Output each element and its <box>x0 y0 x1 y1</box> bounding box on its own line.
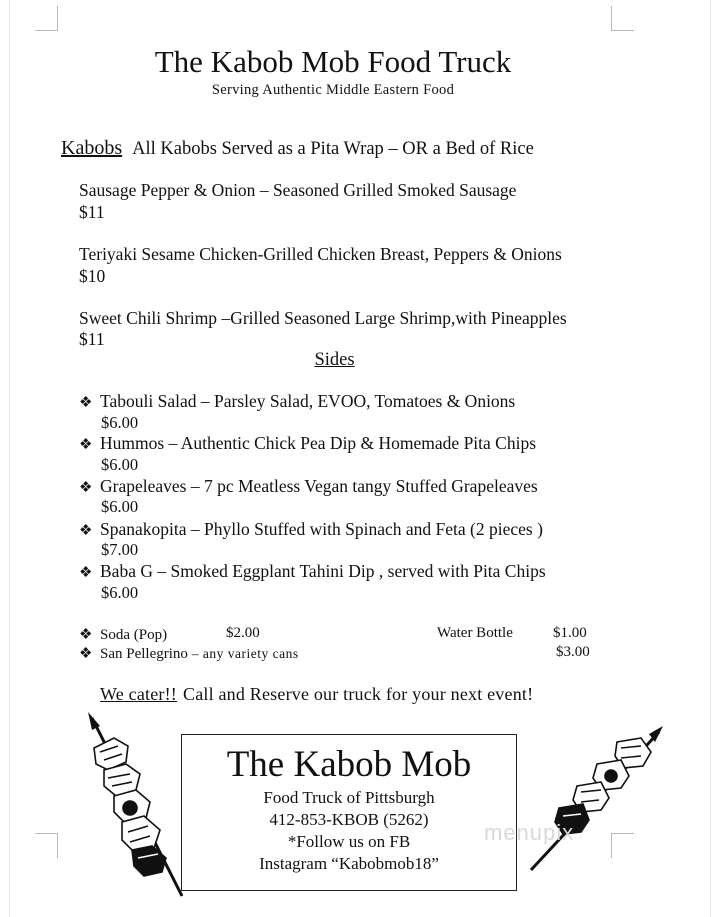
side-name: Baba G <box>100 561 153 581</box>
box-tagline: Food Truck of Pittsburgh <box>263 788 435 807</box>
side-description: – Authentic Chick Pea Dip & Homemade Pita Chips <box>164 433 537 453</box>
drink-price: $2.00 <box>226 625 260 641</box>
box-facebook: *Follow us on FB <box>287 832 411 851</box>
item-price: $10 <box>79 266 106 286</box>
drink-price: $3.00 <box>556 644 590 660</box>
drink-name: Water Bottle <box>437 625 513 641</box>
sides-heading: Sides <box>314 350 355 370</box>
box-phone: 412-853-KBOB (5262) <box>269 810 429 829</box>
menu-item <box>79 308 567 329</box>
side-item <box>79 561 546 582</box>
margin-corner-mark <box>35 833 58 858</box>
drink-name: Soda (Pop) <box>100 627 168 643</box>
margin-corner-mark <box>611 6 634 31</box>
side-item <box>79 391 515 412</box>
item-description: – Seasoned Grilled Smoked Sausage <box>259 180 517 200</box>
diamond-bullet-icon: ❖ <box>79 627 93 643</box>
side-price: $6.00 <box>101 497 139 516</box>
diamond-bullet-icon: ❖ <box>79 480 93 496</box>
side-description: – Parsley Salad, EVOO, Tomatoes & Onions <box>196 391 516 411</box>
page-subtitle: Serving Authentic Middle Eastern Food <box>211 82 455 98</box>
kabob-skewer-icon <box>525 726 665 876</box>
page-title: The Kabob Mob Food Truck <box>154 44 512 79</box>
side-item <box>79 519 543 540</box>
drink-name: San Pellegrino <box>100 646 188 662</box>
side-description: – Smoked Eggplant Tahini Dip , served with Pita Chips <box>152 561 546 581</box>
kabobs-section-header <box>61 137 534 160</box>
drink-item <box>79 644 299 663</box>
item-name: Sausage Pepper & Onion <box>79 180 256 200</box>
page-edge-right <box>710 0 711 917</box>
kabobs-note: All Kabobs Served as a Pita Wrap – OR a Bed of Rice <box>132 139 534 159</box>
catering-text: Call and Reserve our truck for your next event! <box>183 684 534 704</box>
item-price: $11 <box>79 329 105 349</box>
side-name: Grapeleaves <box>100 476 187 496</box>
side-name: Tabouli Salad <box>100 391 197 411</box>
side-name: Hummos <box>100 433 165 453</box>
box-title: The Kabob Mob <box>226 744 472 785</box>
menu-item <box>79 244 562 265</box>
item-price: $11 <box>79 202 105 222</box>
side-item <box>79 433 536 454</box>
item-name: Sweet Chili Shrimp <box>79 308 218 328</box>
item-description: –Grilled Seasoned Large Shrimp,with Pineapples <box>221 308 567 328</box>
diamond-bullet-icon: ❖ <box>79 565 93 581</box>
diamond-bullet-icon: ❖ <box>79 395 93 411</box>
diamond-bullet-icon: ❖ <box>79 523 93 539</box>
side-item <box>79 476 538 497</box>
page-edge-left <box>9 0 10 917</box>
box-instagram: Instagram “Kabobmob18” <box>259 854 439 873</box>
drink-price: $1.00 <box>553 625 587 641</box>
side-name: Spanakopita <box>100 519 187 539</box>
side-price: $6.00 <box>101 583 139 602</box>
kabob-skewer-icon <box>78 712 188 902</box>
side-price: $6.00 <box>101 413 139 432</box>
catering-lead: We cater!! <box>100 684 177 704</box>
diamond-bullet-icon: ❖ <box>79 646 93 662</box>
watermark: menupix <box>484 820 575 845</box>
menu-item <box>79 180 516 201</box>
catering-line <box>100 684 533 705</box>
item-name: Teriyaki Sesame Chicken <box>79 244 258 264</box>
margin-corner-mark <box>35 6 58 31</box>
diamond-bullet-icon: ❖ <box>79 437 93 453</box>
side-description: – Phyllo Stuffed with Spinach and Feta (2 pieces ) <box>186 519 543 539</box>
side-description: – 7 pc Meatless Vegan tangy Stuffed Grapeleaves <box>186 476 538 496</box>
drink-item <box>79 625 167 644</box>
contact-box <box>181 734 517 891</box>
kabobs-heading: Kabobs <box>61 137 123 159</box>
side-price: $7.00 <box>101 540 139 559</box>
item-description: -Grilled Chicken Breast, Peppers & Onions <box>257 244 562 264</box>
drink-description: – any variety cans <box>187 646 299 661</box>
side-price: $6.00 <box>101 455 139 474</box>
